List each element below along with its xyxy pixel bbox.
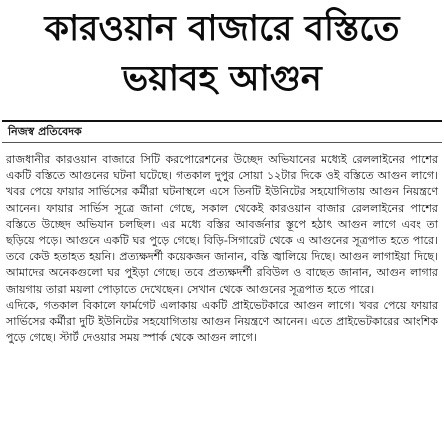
byline-top-rule xyxy=(2,120,442,122)
headline-line-1: কারওয়ান বাজারে বস্তিতে xyxy=(44,9,400,49)
byline: নিজস্ব প্রতিবেদক xyxy=(8,125,82,138)
byline-bottom-rule xyxy=(2,142,442,143)
headline-line-2: ভয়াবহ আগুন xyxy=(122,59,322,99)
article-paragraph-2: এদিকে, গতকাল বিকালে ফার্মগেট এলাকায় একটি প্রাইভেটকারে আগুন লাগে। খবর পেয়ে ফায়ার সার্ভিসের কর্মীরা দুটি ইউনিটের সহযোগিতায় আগুন নিয়ন্ত্রণে আনেন। এতে প্রাইভেটকারের আংশিক পুড়ে গেছে। স্টার্ট দেওয়ার সময় স্পার্ক থেকে আগুন লাগে। xyxy=(6,298,438,345)
article-paragraph-1: রাজধানীর কারওয়ান বাজারে সিটি করপোরেশনের উচ্ছেদ অভিযানের মধ্যেই রেললাইনের পাশের একটি বস্তিতে আগুনের ঘটনা ঘটেছে। গতকাল দুপুর সোয়া ১২টার দিকে ওই বস্তিতে আগুন লাগে। খবর পেয়ে ফায়ার সার্ভিসের কর্মীরা ঘটনাস্থলে এসে তিনটি ইউনিটের সহযোগিতায় আগুন নিয়ন্ত্রণে আনেন। ফায়ার সার্ভিস সূত্রে জানা গেছে, সকাল থেকেই কারওয়ান বাজার রেললাইনের পাশের বস্তিতে উচ্ছেদ অভিযান চলছিল। এর মধ্যে বস্তির আবর্জনার স্তূপে হঠাৎ আগুন লাগে এবং তা ছড়িয়ে পড়ে। আগুনে একটি ঘর পুড়ে গেছে। বিড়ি-সিগারেট থেকে এ আগুনের সূত্রপাত হতে পারে। তবে কেউ হতাহত হয়নি। প্রত্যক্ষদর্শী কয়েকজন জানান, বস্তি জ্বালিয়ে দিছে। আগুন লাগাইয়া দিছে। আমাদের অনেকগুলো ঘর পুইড়া গেছে। তবে প্রত্যক্ষদর্শী রবিউল ও বাছেত জানান, আগুন লাগার জায়গায় তারা ময়লা পোড়াতে দেখেছেন। সেখান থেকে আগুনের সূত্রপাত হতে পারে। xyxy=(6,153,438,296)
article-headline xyxy=(0,4,444,104)
article-body xyxy=(6,152,438,346)
